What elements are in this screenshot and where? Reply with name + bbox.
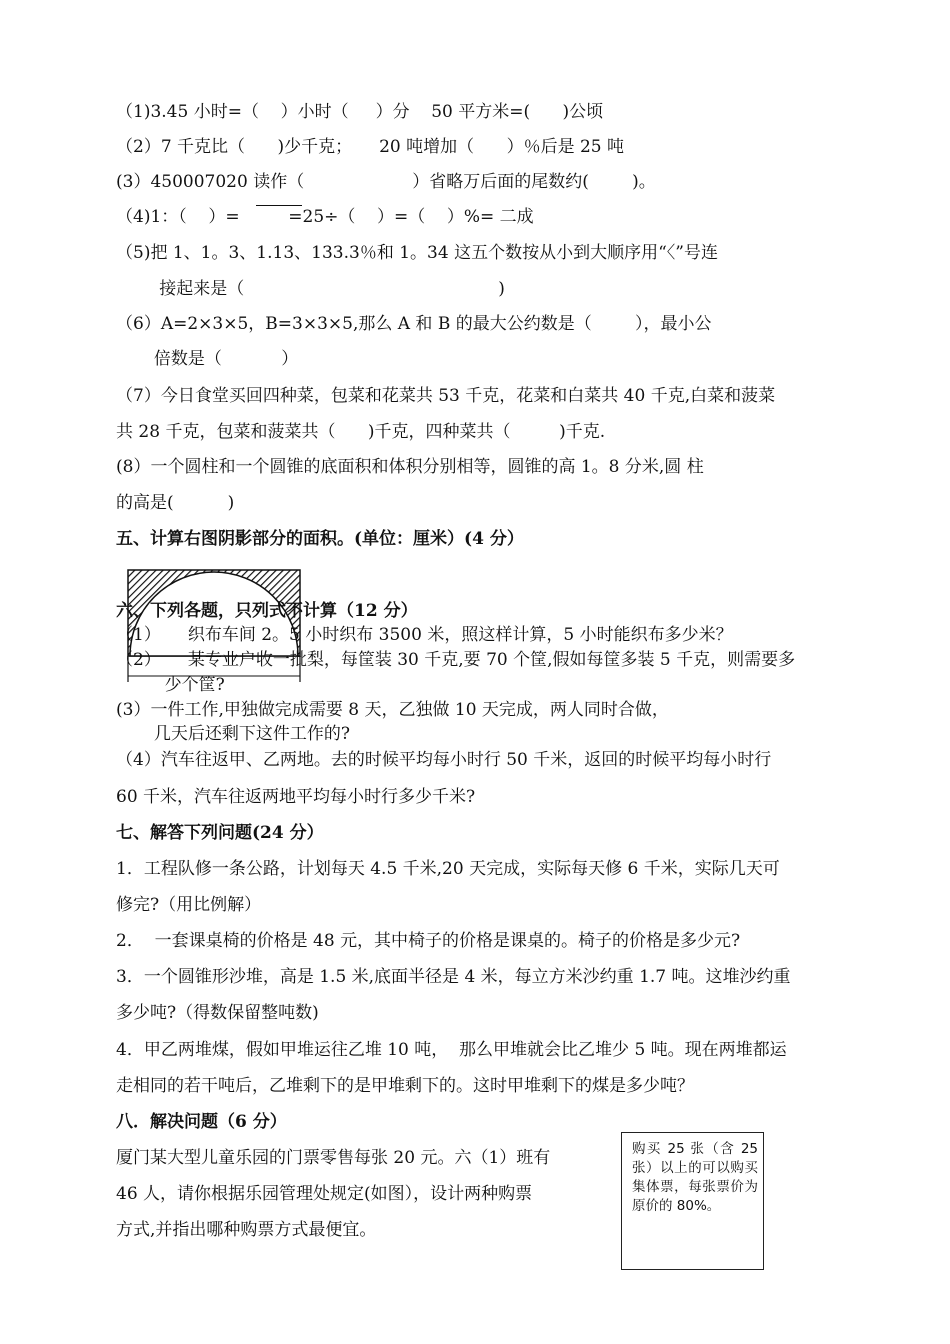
s4-item-3: (3）450007020 读作（ ）省略万后面的尾数约( )。 bbox=[116, 172, 656, 192]
ticket-rule-text: 购买 25 张（含 25 张）以上的可以购买集体票，每张票价为原价的 80%。 bbox=[632, 1141, 758, 1214]
s7-item-2: 2． 一套课桌椅的价格是 48 元，其中椅子的价格是课桌的。椅子的价格是多少元? bbox=[116, 931, 741, 951]
s6-item-3-cont: 几天后还剩下这件工作的? bbox=[116, 724, 350, 744]
s6-item-1: （1） 织布车间 2。5 小时织布 3500 米，照这样计算，5 小时能织布多少米？ bbox=[116, 625, 733, 645]
s8-line-2: 46 人，请你根据乐园管理处规定(如图），设计两种购票 bbox=[116, 1184, 533, 1204]
s4-item-8-cont: 的高是( ) bbox=[116, 493, 235, 513]
s4-item-7-cont: 共 28 千克，包菜和菠菜共（ )千克，四种菜共（ )千克. bbox=[116, 422, 606, 442]
s6-item-2-cont: 少个筐? bbox=[116, 675, 225, 695]
fraction-bar bbox=[256, 205, 302, 206]
s6-item-2: （2） 某专业户收一批梨，每筐装 30 千克,要 70 个筐,假如每筐多装 5 千克，则需要多 bbox=[116, 650, 796, 670]
s4-item-6: （6）A=2×3×5，B=3×3×5,那么 A 和 B 的最大公约数是（ ），最小公 bbox=[116, 314, 712, 334]
s8-line-3: 方式,并指出哪种购票方式最便宜。 bbox=[116, 1220, 377, 1240]
s7-item-1: 1．工程队修一条公路，计划每天 4.5 千米,20 天完成，实际每天修 6 千米，实际几天可 bbox=[116, 859, 780, 879]
s4-item-4: （4)1：（ ）= =25÷（ ）=（ ）%= 二成 bbox=[116, 207, 534, 227]
s6-item-4: （4）汽车往返甲、乙两地。去的时候平均每小时行 50 千米，返回的时候平均每小时行 bbox=[116, 750, 772, 770]
section6-heading: 六、下列各题，只列式不计算（12 分） bbox=[116, 601, 418, 621]
s4-item-7: （7）今日食堂买回四种菜，包菜和花菜共 53 千克，花菜和白菜共 40 千克,白菜和菠菜 bbox=[116, 386, 776, 406]
s4-item-6-cont: 倍数是（ ） bbox=[116, 349, 299, 369]
s7-item-1-cont: 修完?（用比例解） bbox=[116, 895, 262, 915]
section5-heading: 五、计算右图阴影部分的面积。(单位：厘米）(4 分） bbox=[116, 529, 524, 549]
s4-item-5: （5)把 1、1。3、1.13、133.3％和 1。34 这五个数按从小到大顺序用“〈”号连 bbox=[116, 243, 718, 263]
section8-heading: 八．解决问题（6 分） bbox=[116, 1112, 287, 1132]
s4-item-8: (8）一个圆柱和一个圆锥的底面积和体积分别相等，圆锥的高 1。8 分米,圆 柱 bbox=[116, 457, 704, 477]
s7-item-4-cont: 走相同的若干吨后，乙堆剩下的是甲堆剩下的。这时甲堆剩下的煤是多少吨？ bbox=[116, 1076, 694, 1096]
s7-item-4: 4．甲乙两堆煤，假如甲堆运往乙堆 10 吨， 那么甲堆就会比乙堆少 5 吨。现在两堆都运 bbox=[116, 1040, 787, 1060]
s4-item-1: （1)3.45 小时=（ ）小时（ ）分 50 平方米=( )公顷 bbox=[116, 102, 604, 122]
s4-item-2: （2）7 千克比（ )少千克； 20 吨增加（ ）％后是 25 吨 bbox=[116, 137, 625, 157]
s7-item-3: 3．一个圆锥形沙堆，高是 1.5 米,底面半径是 4 米，每立方米沙约重 1.7 吨。这堆沙约重 bbox=[116, 967, 791, 987]
section7-heading: 七、解答下列问题(24 分） bbox=[116, 823, 324, 843]
s4-item-5-cont: 接起来是（ ) bbox=[116, 279, 505, 299]
s7-item-3-cont: 多少吨?（得数保留整吨数) bbox=[116, 1003, 319, 1023]
s6-item-4-cont: 60 千米，汽车往返两地平均每小时行多少千米? bbox=[116, 787, 476, 807]
s8-line-1: 厦门某大型儿童乐园的门票零售每张 20 元。六（1）班有 bbox=[116, 1148, 551, 1168]
s6-item-3: (3）一件工作,甲独做完成需要 8 天，乙独做 10 天完成，两人同时合做， bbox=[116, 700, 669, 720]
